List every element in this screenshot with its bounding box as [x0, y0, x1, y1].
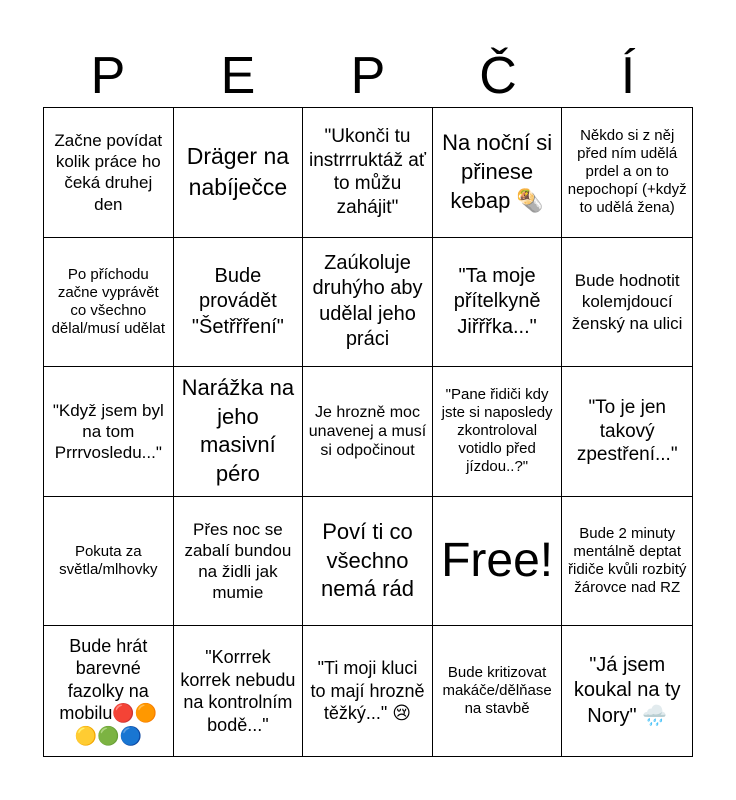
bingo-cell-text: "To je jen takový zpestření...": [576, 396, 678, 466]
bingo-cell-12[interactable]: [174, 367, 304, 497]
bingo-cell-23[interactable]: [303, 626, 433, 756]
bingo-cell-8[interactable]: [303, 238, 433, 368]
bingo-cell-text: "Korrrek korrek nebudu na kontrolním bodě...": [180, 647, 296, 735]
bingo-cell-text: Bude 2 minuty mentálně deptat řidiče kvůli rozbitý žárovce nad RZ: [568, 525, 687, 597]
bingo-cell-25[interactable]: [562, 626, 692, 756]
bingo-cell-text: Po příchodu začne vyprávět co všechno dělal/musí udělat: [51, 265, 165, 337]
header-letter-1: P: [90, 47, 126, 105]
bingo-cell-text: Narážka na jeho masivní péro: [181, 375, 295, 487]
bingo-cell-1[interactable]: [44, 108, 174, 238]
bingo-cell-10[interactable]: [562, 238, 692, 368]
bingo-cell-text: Bude hrát barevné fazolky na mobilu🔴🟠🟡🟢🔵: [59, 635, 158, 746]
bingo-cell-21[interactable]: [44, 626, 174, 756]
bingo-grid: [43, 107, 693, 757]
bingo-cell-24[interactable]: [433, 626, 563, 756]
header-letter-5: Í: [620, 47, 636, 105]
bingo-cell-text: Free!: [441, 533, 554, 587]
bingo-cell-6[interactable]: [44, 238, 174, 368]
bingo-cell-text: "Ti moji kluci to mají hrozně těžký..." 😢: [310, 658, 425, 724]
bingo-cell-16[interactable]: [44, 497, 174, 627]
bingo-cell-text: Zaúkoluje druhýho aby udělal jeho práci: [312, 251, 423, 351]
bingo-cell-9[interactable]: [433, 238, 563, 368]
bingo-cell-text: Začne povídat kolik práce ho čeká druhej den: [54, 130, 163, 214]
bingo-cell-free[interactable]: [433, 497, 563, 627]
bingo-cell-text: Dräger na nabíječce: [186, 143, 290, 201]
bingo-cell-text: Pokuta za světla/mlhovky: [59, 543, 158, 579]
bingo-cell-text: Poví ti co všechno nemá rád: [321, 519, 414, 602]
bingo-cell-11[interactable]: [44, 367, 174, 497]
bingo-cell-7[interactable]: [174, 238, 304, 368]
header-letter-3: P: [350, 47, 386, 105]
bingo-cell-text: "Ta moje přítelkyně Jiřřřka...": [453, 264, 541, 338]
bingo-cell-13[interactable]: [303, 367, 433, 497]
bingo-cell-3[interactable]: [303, 108, 433, 238]
header-letter-2: E: [220, 47, 256, 105]
bingo-cell-text: "Já jsem koukal na ty Nory" 🌧️: [573, 653, 681, 727]
bingo-cell-15[interactable]: [562, 367, 692, 497]
bingo-cell-17[interactable]: [174, 497, 304, 627]
bingo-cell-4[interactable]: [433, 108, 563, 238]
bingo-cell-text: Na noční si přinese kebap 🌯: [442, 130, 553, 213]
bingo-cell-22[interactable]: [174, 626, 304, 756]
bingo-cell-14[interactable]: [433, 367, 563, 497]
bingo-header: [43, 45, 693, 107]
bingo-cell-text: Někdo si z něj před ním udělá prdel a on to nepochopí (+když to udělá žena): [567, 127, 687, 217]
bingo-cell-text: Bude kritizovat makáče/dělňase na stavbě: [442, 664, 552, 718]
bingo-cell-text: "Ukonči tu instrrruktáž ať to můžu zahájit": [309, 125, 426, 219]
header-letter-4: Č: [479, 47, 517, 105]
bingo-cell-2[interactable]: [174, 108, 304, 238]
bingo-cell-5[interactable]: [562, 108, 692, 238]
bingo-cell-text: "Pane řidiči kdy jste si naposledy zkontroloval votidlo před jízdou..?": [441, 386, 553, 476]
bingo-cell-text: Bude hodnotit kolemjdoucí ženský na ulici: [571, 271, 683, 333]
bingo-cell-text: Přes noc se zabalí bundou na židli jak mumie: [184, 519, 292, 603]
bingo-cell-text: Bude provádět "Šetřřření": [191, 264, 284, 338]
bingo-cell-18[interactable]: [303, 497, 433, 627]
bingo-cell-20[interactable]: [562, 497, 692, 627]
bingo-cell-text: Je hrozně moc unavenej a musí si odpočinout: [308, 403, 427, 460]
bingo-cell-text: "Když jsem byl na tom Prrrvosledu...": [52, 400, 164, 463]
